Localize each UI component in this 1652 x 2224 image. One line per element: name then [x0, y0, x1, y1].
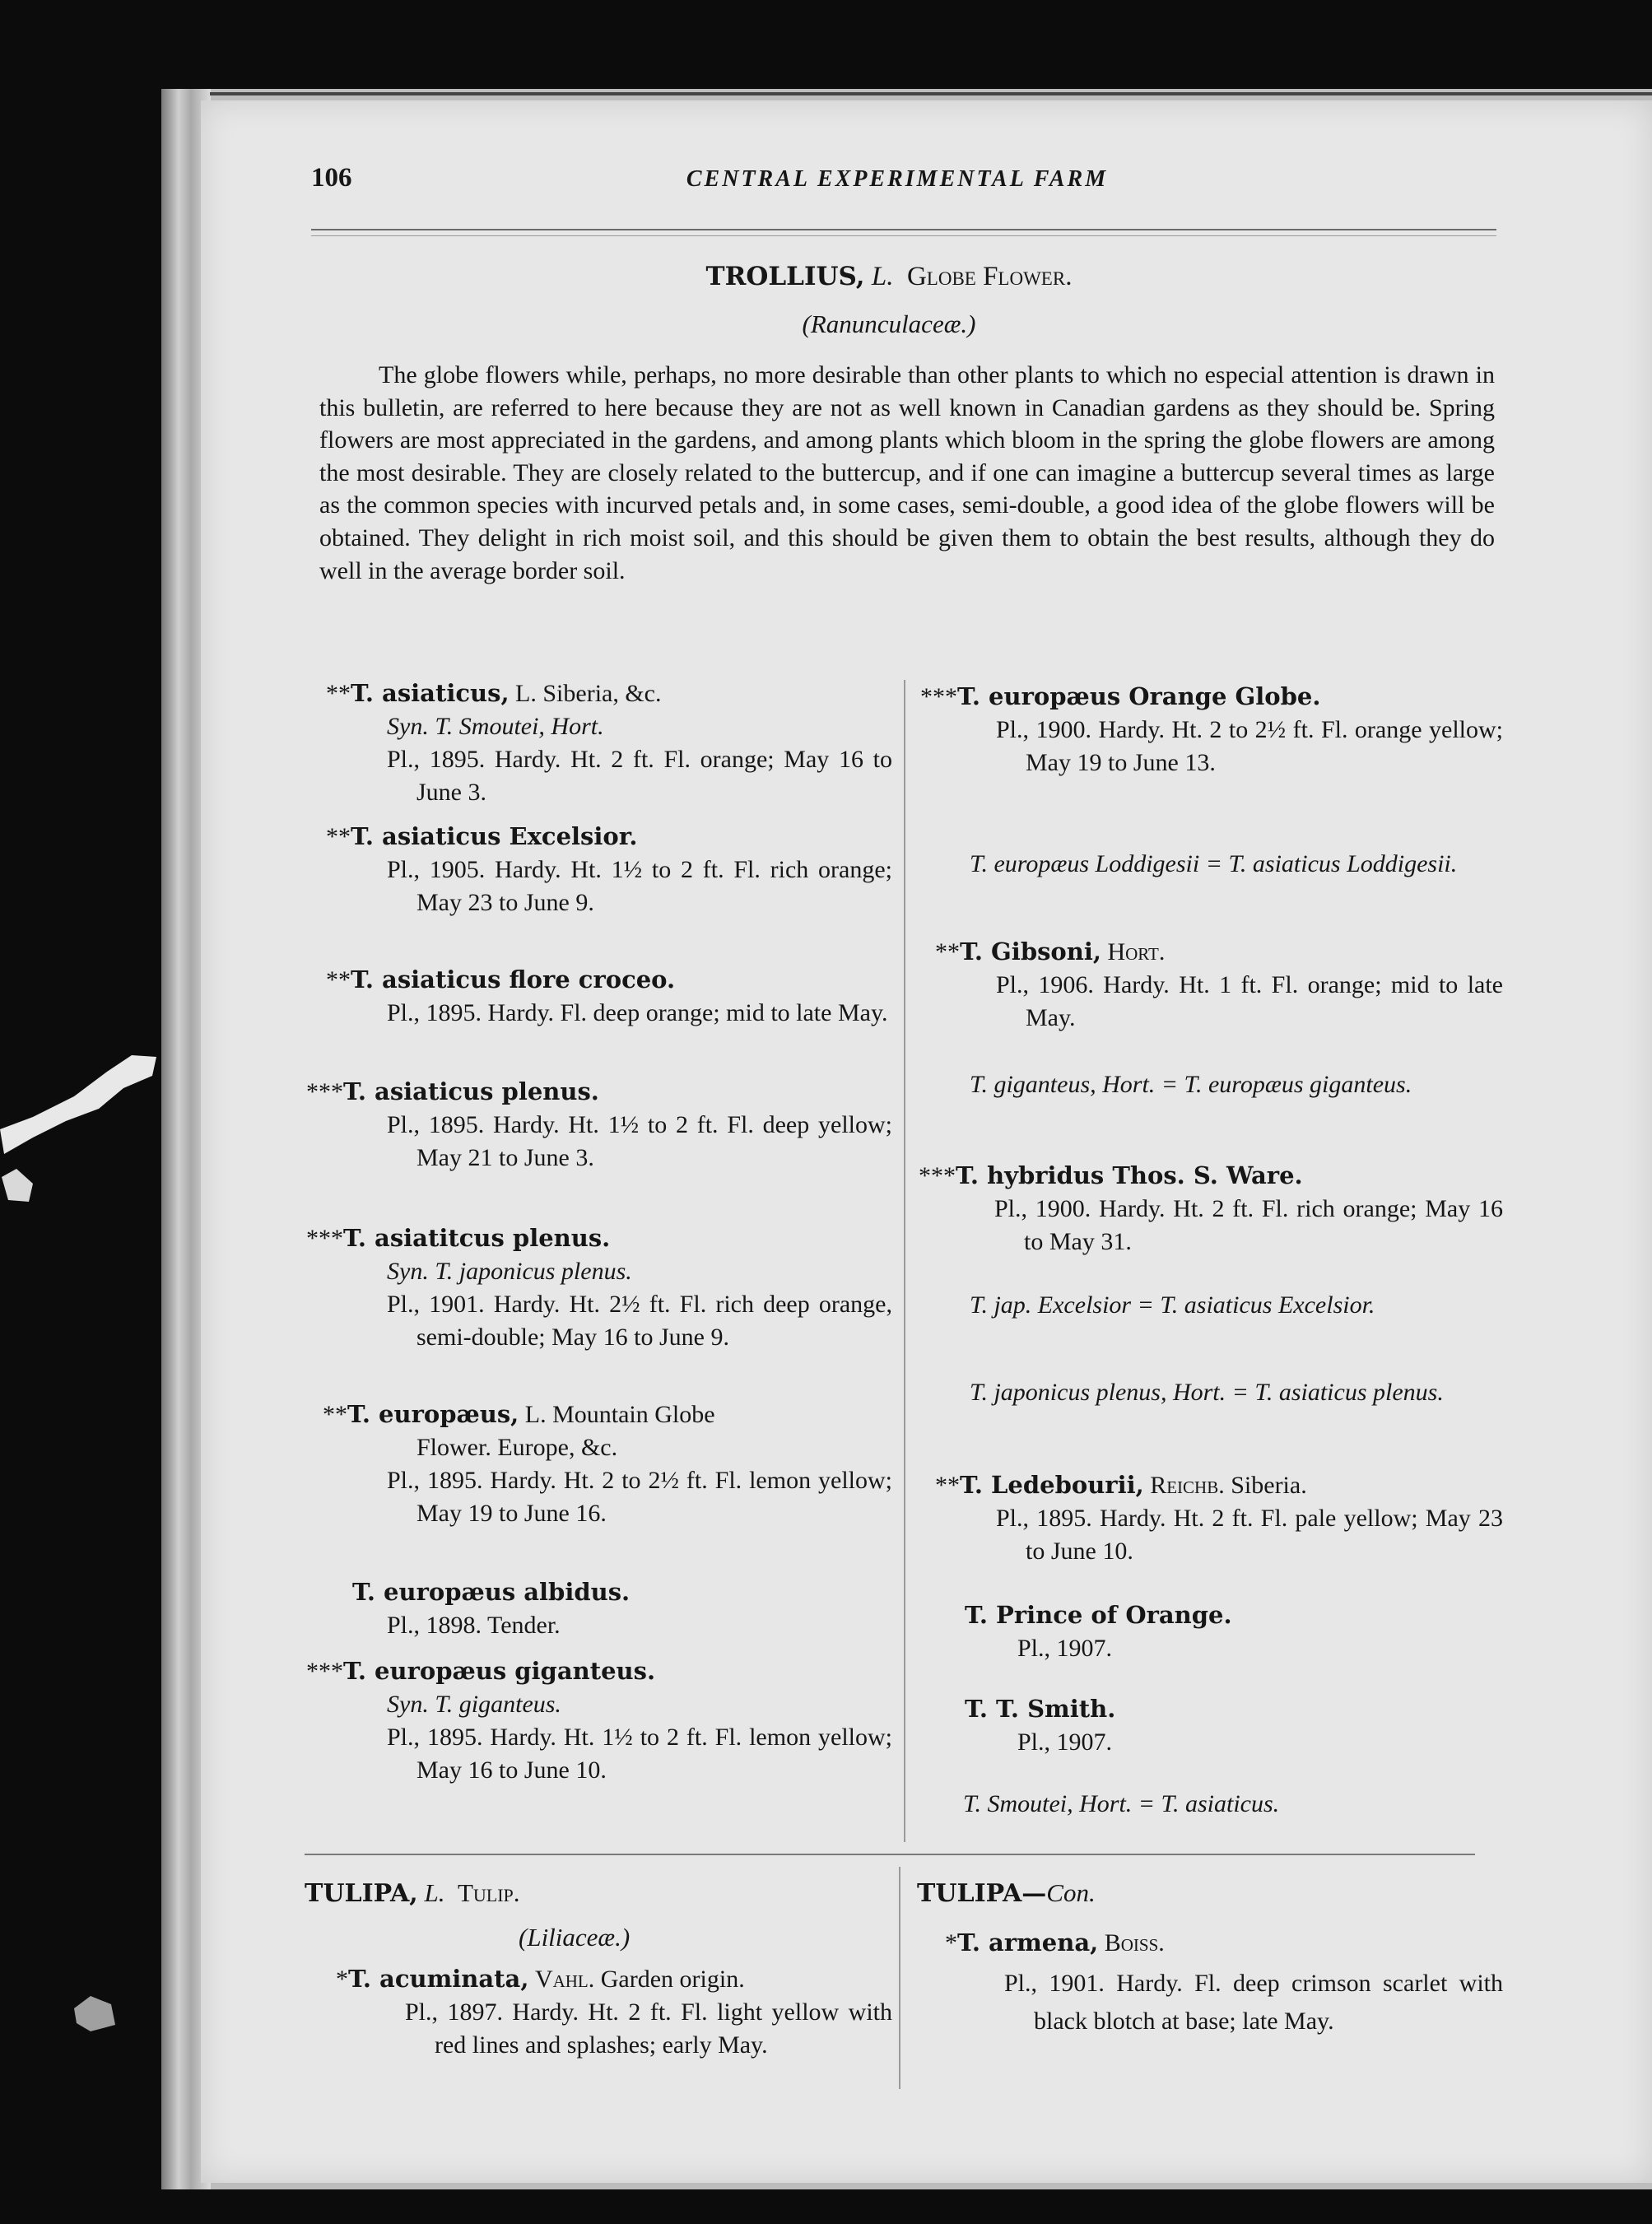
section-heading-trollius	[313, 262, 1465, 292]
entry-ledebourii: **T. Ledebourii, Reichb. Siberia. Pl., 1895. Hardy. Ht. 2 ft. Fl. pale yellow; May 23 to June 10.	[935, 1471, 1503, 1565]
entry-asiaticus-plenus: ***T. asiaticus plenus. Pl., 1895. Hardy. Ht. 1½ to 2 ft. Fl. deep yellow; May 21 to June 3.	[306, 1077, 892, 1171]
entry-acuminata: *T. acuminata, Vahl. Garden origin. Pl., 1897. Hardy. Ht. 2 ft. Fl. light yellow with red lines and splashes; early May.	[336, 1965, 892, 2059]
section-heading-tulipa-continued: TULIPA—Con.	[917, 1878, 1096, 1908]
top-edge-rule	[210, 92, 1652, 95]
entry-t-smith: T. T. Smith. Pl., 1907.	[965, 1695, 1116, 1756]
entry-asiatitcus-plenus: ***T. asiatitcus plenus. Syn. T. japonicus plenus. Pl., 1901. Hardy. Ht. 2½ ft. Fl. rich deep orange, semi-double; May 16 to June 9.	[306, 1224, 892, 1351]
section-rule	[305, 1854, 1475, 1855]
entry-gibsoni: **T. Gibsoni, Hort. Pl., 1906. Hardy. Ht. 1 ft. Fl. orange; mid to late May.	[935, 938, 1503, 1031]
intro-paragraph: The globe flowers while, perhaps, no more desirable than other plants to which no especial attention is drawn in this bulletin, are referred to here because they are not as well known in Canadian gardens as they should be. Spring flowers are most appreciated in the gardens, and among plants which bloom in the spring the globe flowers are among the most desirable. They are closely related to the buttercup, and if one can imagine a buttercup several times as large as the common species with incurved petals and, in some cases, semi-double, a good idea of the globe flowers will be obtained. They delight in rich moist soil, and this should be given them to obtain the best results, although they do well in the average border soil.	[319, 361, 1495, 584]
paper-stain	[0, 1039, 165, 1162]
entry-prince-of-orange: T. Prince of Orange. Pl., 1907.	[965, 1601, 1232, 1662]
entry-europaeus-orange-globe: ***T. europæus Orange Globe. Pl., 1900. Hardy. Ht. 2 to 2½ ft. Fl. orange yellow; May 19 to June 13.	[920, 682, 1503, 776]
entry-hybridus-thos-s-ware: ***T. hybridus Thos. S. Ware. Pl., 1900. Hardy. Ht. 2 ft. Fl. rich orange; May 16 to May 31.	[919, 1161, 1503, 1255]
header-rule-thin	[311, 235, 1496, 236]
column-divider	[899, 1867, 900, 2089]
cross-reference: T. giganteus, Hort. = T. europæus giganteus.	[970, 1071, 1412, 1098]
page-number: 106	[311, 163, 352, 193]
entry-asiaticus-flore-croceo: **T. asiaticus flore croceo. Pl., 1895. Hardy. Fl. deep orange; mid to late May.	[326, 965, 888, 1026]
genus-authority: L.	[871, 262, 894, 291]
common-name: Globe Flower.	[906, 262, 1073, 291]
cross-reference: T. europæus Loddigesii = T. asiaticus Loddigesii.	[970, 850, 1458, 877]
entry-armena: *T. armena, Boiss. Pl., 1901. Hardy. Fl. deep crimson scarlet with black blotch at base; late May.	[945, 1929, 1503, 2035]
column-divider	[904, 680, 905, 1842]
section-heading-tulipa: TULIPA, L. Tulip.	[305, 1878, 520, 1908]
paper-speck	[0, 1169, 41, 1206]
paper-speck	[70, 1992, 119, 2033]
entry-europaeus-albidus: T. europæus albidus. Pl., 1898. Tender.	[352, 1578, 631, 1639]
family-name: (Liliaceæ.)	[519, 1923, 631, 1952]
family-name: (Ranunculaceæ.)	[802, 309, 976, 338]
header-rule	[311, 229, 1496, 230]
cross-reference: T. jap. Excelsior = T. asiaticus Excelsior.	[970, 1291, 1375, 1319]
entry-europaeus: **T. europæus, L. Mountain Globe Flower. Europe, &c. Pl., 1895. Hardy. Ht. 2 to 2½ ft. Fl. lemon yellow; May 19 to June 16.	[323, 1400, 892, 1527]
entry-europaeus-giganteus: ***T. europæus giganteus. Syn. T. giganteus. Pl., 1895. Hardy. Ht. 1½ to 2 ft. Fl. lemon yellow; May 16 to June 10.	[306, 1657, 892, 1784]
genus-name: TROLLIUS,	[705, 262, 865, 291]
running-title: CENTRAL EXPERIMENTAL FARM	[686, 166, 1109, 192]
entry-asiaticus-excelsior: **T. asiaticus Excelsior. Pl., 1905. Hardy. Ht. 1½ to 2 ft. Fl. rich orange; May 23 to June 9.	[326, 822, 892, 916]
entry-asiaticus: **T. asiaticus, L. Siberia, &c. Syn. T. Smoutei, Hort. Pl., 1895. Hardy. Ht. 2 ft. Fl. orange; May 16 to June 3.	[326, 679, 892, 806]
cross-reference: T. Smoutei, Hort. = T. asiaticus.	[963, 1790, 1280, 1817]
cross-reference: T. japonicus plenus, Hort. = T. asiaticus plenus.	[970, 1379, 1444, 1406]
